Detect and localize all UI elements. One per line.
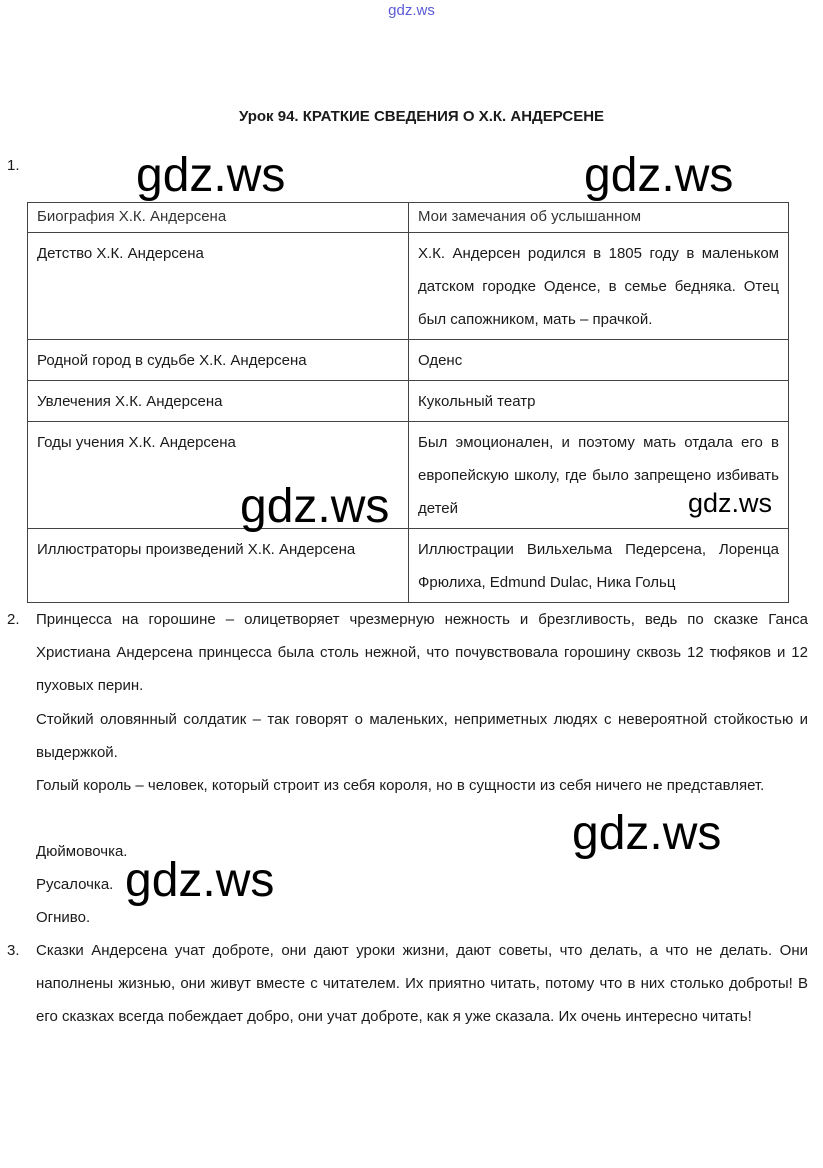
row-note: Х.К. Андерсен родился в 1805 году в маленьком датском городке Оденсе, в семье бедняка. Отец был сапожником, мать – прачкой.: [409, 233, 789, 340]
task2-paragraph-king: Голый король – человек, который строит из себя короля, но в сущности из себя ничего не представляет.: [36, 777, 765, 794]
task-number-2: 2.: [7, 611, 20, 628]
table-row: [28, 529, 789, 603]
biography-table: [27, 202, 789, 603]
table-row: [28, 233, 789, 340]
row-topic: Иллюстраторы произведений Х.К. Андерсена: [28, 529, 409, 603]
task-number-1: 1.: [7, 157, 20, 174]
task2-paragraph-mermaid: Русалочка.: [36, 876, 114, 893]
task-number-3: 3.: [7, 942, 20, 959]
watermark: gdz.ws: [688, 488, 773, 518]
task2-paragraph-princess: Принцесса на горошине – олицетворяет чрезмерную нежность и брезгливость, ведь по сказке Ганса Христиана Андерсена принцесса была столь нежной, что почувствовала горошину сквозь 12 тюфяков и 12 пуховых перин.: [36, 611, 808, 694]
row-note: Кукольный театр: [409, 381, 789, 422]
task3-paragraph: Сказки Андерсена учат доброте, они дают уроки жизни, дают советы, что делать, а что не делать. Они наполнены жизнью, они живут вместе с читателем. Их приятно читать, потому что в них столько доброты! В его сказках всегда побеждает добро, они учат доброте, как я уже сказала. Их очень интересно читать!: [36, 942, 808, 1025]
row-note: Был эмоционален, и поэтому мать отдала его в европейскую школу, где было запрещено избивать детей: [409, 422, 789, 529]
page-title: Урок 94. КРАТКИЕ СВЕДЕНИЯ О Х.К. АНДЕРСЕНЕ: [238, 108, 605, 125]
watermark: gdz.ws: [240, 480, 390, 533]
row-note: Оденс: [409, 340, 789, 381]
row-topic: Детство Х.К. Андерсена: [28, 233, 409, 340]
row-note: Иллюстрации Вильхельма Педерсена, Лоренца Фрюлиха, Edmund Dulac, Ника Гольц: [409, 529, 789, 603]
row-topic: Родной город в судьбе Х.К. Андерсена: [28, 340, 409, 381]
table-row: [28, 422, 789, 529]
watermark: gdz.ws: [136, 149, 286, 202]
row-topic: Годы учения Х.К. Андерсена: [28, 422, 409, 529]
watermark: gdz.ws: [125, 854, 275, 907]
task2-paragraph-soldier: Стойкий оловянный солдатик – так говорят о маленьких, неприметных людях с невероятной стойкостью и выдержкой.: [36, 711, 808, 761]
row-topic: Увлечения Х.К. Андерсена: [28, 381, 409, 422]
task2-paragraph-tinderbox: Огниво.: [36, 909, 91, 926]
task2-paragraph-thumbelina: Дюймовочка.: [36, 843, 128, 860]
column-header-notes: Мои замечания об услышанном: [409, 203, 789, 233]
column-header-biography: Биография Х.К. Андерсена: [28, 203, 409, 233]
site-link[interactable]: gdz.ws: [388, 2, 435, 19]
watermark: gdz.ws: [572, 807, 722, 860]
table-row: [28, 340, 789, 381]
table-row: [28, 381, 789, 422]
watermark: gdz.ws: [584, 149, 734, 202]
table-header-row: [28, 203, 789, 233]
